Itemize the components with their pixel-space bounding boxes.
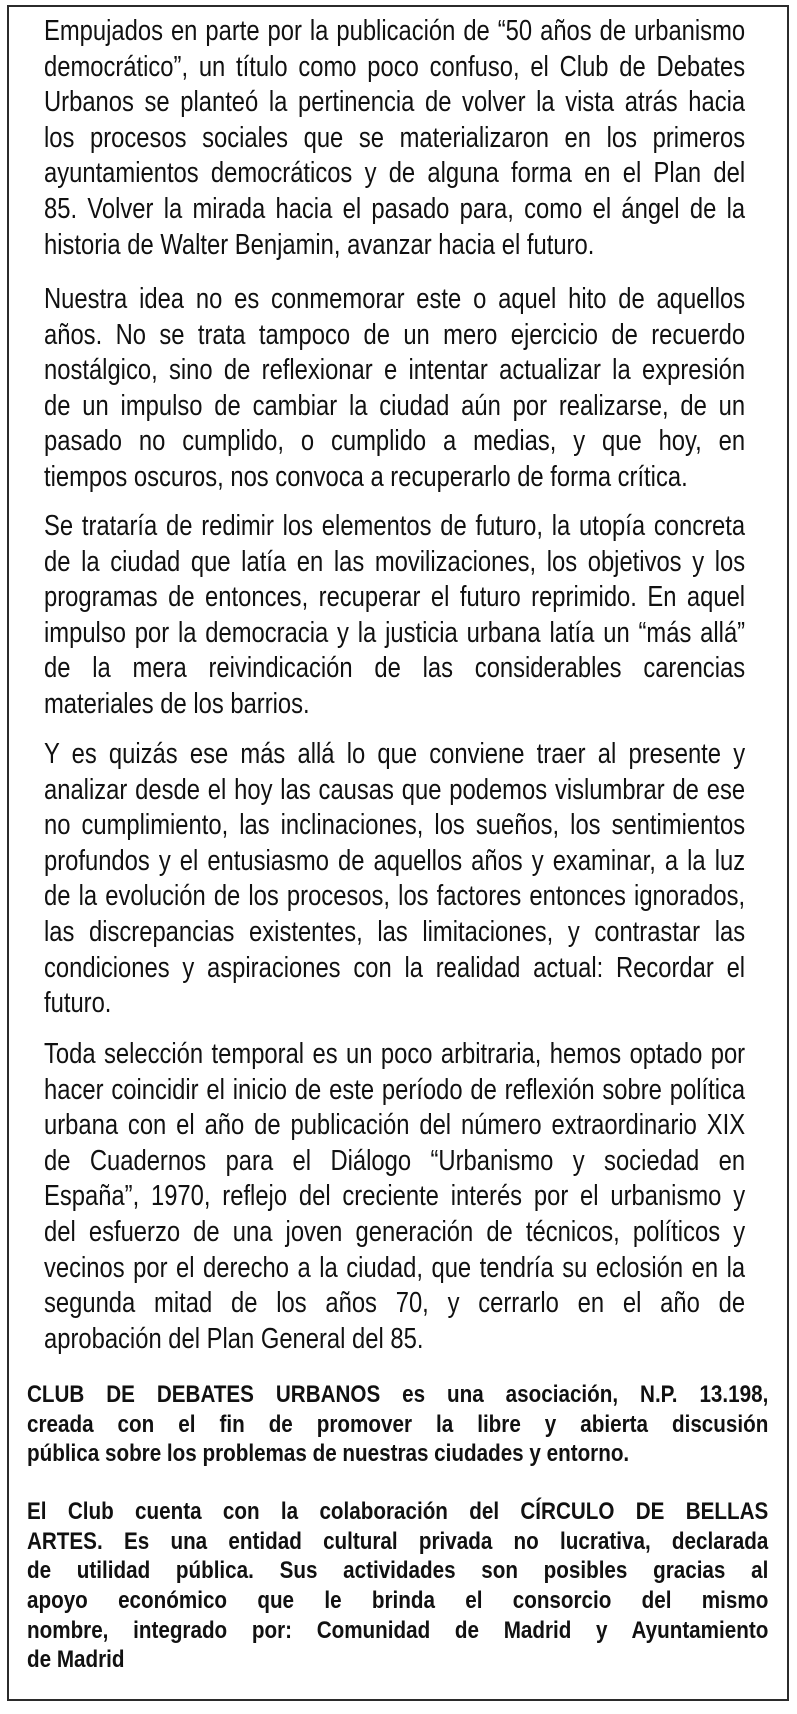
text-line: El Club cuenta con la colaboración del CÍRCULO DE BELLAS bbox=[27, 1498, 769, 1525]
text-line: democrático”, un título como poco confuso, el Club de Debates bbox=[44, 50, 746, 83]
text-line: ayuntamientos democráticos y de alguna forma en el Plan del bbox=[44, 157, 746, 190]
text-line: vecinos por el derecho a la ciudad, que tendría su eclosión en la bbox=[44, 1251, 746, 1284]
text-line: de utilidad pública. Sus actividades son posibles gracias al bbox=[27, 1557, 769, 1585]
text-line: ARTES. Es una entidad cultural privada no lucrativa, declarada bbox=[27, 1527, 769, 1555]
text-line: de la evolución de los procesos, los factores entonces ignorados, bbox=[44, 880, 746, 913]
paragraph-redimir bbox=[44, 509, 745, 723]
text-line: Nuestra idea no es conmemorar este o aquel hito de aquellos bbox=[44, 283, 746, 315]
text-line: de la mera reivindicación de las considerables carencias bbox=[44, 652, 746, 685]
text-line: condiciones y aspiraciones con la realidad actual: Recordar el bbox=[44, 951, 746, 984]
text-line: programas de entonces, recuperar el futuro reprimido. En aquel bbox=[44, 581, 746, 614]
text-line: Toda selección temporal es un poco arbitraria, hemos optado por bbox=[44, 1038, 746, 1070]
text-line: de Cuadernos para el Diálogo “Urbanismo y sociedad en bbox=[44, 1144, 746, 1177]
text-line: las discrepancias existentes, las limitaciones, y contrastar las bbox=[44, 915, 746, 948]
paragraph-intro bbox=[44, 14, 745, 263]
text-line: futuro. bbox=[44, 987, 112, 1020]
text-line: creada con el fin de promover la libre y abierta discusión bbox=[27, 1410, 769, 1438]
text-line: Y es quizás ese más allá lo que conviene traer al presente y bbox=[44, 738, 746, 770]
text-line: aprobación del Plan General del 85. bbox=[44, 1322, 424, 1355]
text-line: Urbanos se planteó la pertinencia de volver la vista atrás hacia bbox=[44, 86, 746, 119]
text-line: nombre, integrado por: Comunidad de Madrid y Ayuntamiento bbox=[27, 1616, 769, 1644]
collaboration-note bbox=[27, 1497, 768, 1675]
text-line: de la ciudad que latía en las movilizaciones, los objetivos y los bbox=[44, 545, 746, 578]
text-line: los procesos sociales que se materializaron en los primeros bbox=[44, 121, 746, 154]
text-line: apoyo económico que le brinda el consorcio del mismo bbox=[27, 1587, 769, 1615]
text-line: CLUB DE DEBATES URBANOS es una asociación, N.P. 13.198, bbox=[27, 1381, 769, 1408]
text-line: materiales de los barrios. bbox=[44, 687, 310, 720]
text-line: de Madrid bbox=[27, 1646, 125, 1674]
text-line: 85. Volver la mirada hacia el pasado para, como el ángel de la bbox=[44, 192, 746, 225]
text-line: Empujados en parte por la publicación de “50 años de urbanismo bbox=[44, 15, 746, 47]
text-line: nostálgico, sino de reflexionar e intentar actualizar la expresión bbox=[44, 354, 746, 387]
paragraph-idea bbox=[44, 282, 745, 496]
text-line: analizar desde el hoy las causas que podemos vislumbrar de ese bbox=[44, 773, 746, 806]
text-line: segunda mitad de los años 70, y cerrarlo en el año de bbox=[44, 1287, 746, 1320]
text-line: Se trataría de redimir los elementos de futuro, la utopía concreta bbox=[44, 510, 746, 542]
text-line: del esfuerzo de una joven generación de técnicos, políticos y bbox=[44, 1215, 746, 1248]
paragraph-mas-alla bbox=[44, 737, 745, 1022]
text-line: impulso por la democracia y la justicia urbana latía un “más allá” bbox=[44, 616, 746, 649]
text-line: no cumplimiento, las inclinaciones, los sueños, los sentimientos bbox=[44, 809, 746, 842]
text-line: profundos y el entusiasmo de aquellos años y examinar, a la luz bbox=[44, 844, 746, 877]
text-line: pública sobre los problemas de nuestras ciudades y entorno. bbox=[27, 1440, 630, 1468]
text-line: hacer coincidir el inicio de este período de reflexión sobre política bbox=[44, 1073, 746, 1106]
paragraph-seleccion-temporal bbox=[44, 1037, 745, 1357]
text-line: años. No se trata tampoco de un mero ejercicio de recuerdo bbox=[44, 318, 746, 351]
text-line: España”, 1970, reflejo del creciente interés por el urbanismo y bbox=[44, 1180, 746, 1213]
text-line: de un impulso de cambiar la ciudad aún por realizarse, de un bbox=[44, 389, 746, 422]
text-line: urbana con el año de publicación del número extraordinario XIX bbox=[44, 1109, 746, 1142]
text-line: pasado no cumplido, o cumplido a medias, y que hoy, en bbox=[44, 425, 746, 458]
text-line: tiempos oscuros, nos convoca a recuperarlo de forma crítica. bbox=[44, 460, 688, 493]
club-description bbox=[27, 1380, 768, 1469]
text-line: historia de Walter Benjamin, avanzar hacia el futuro. bbox=[44, 228, 595, 261]
